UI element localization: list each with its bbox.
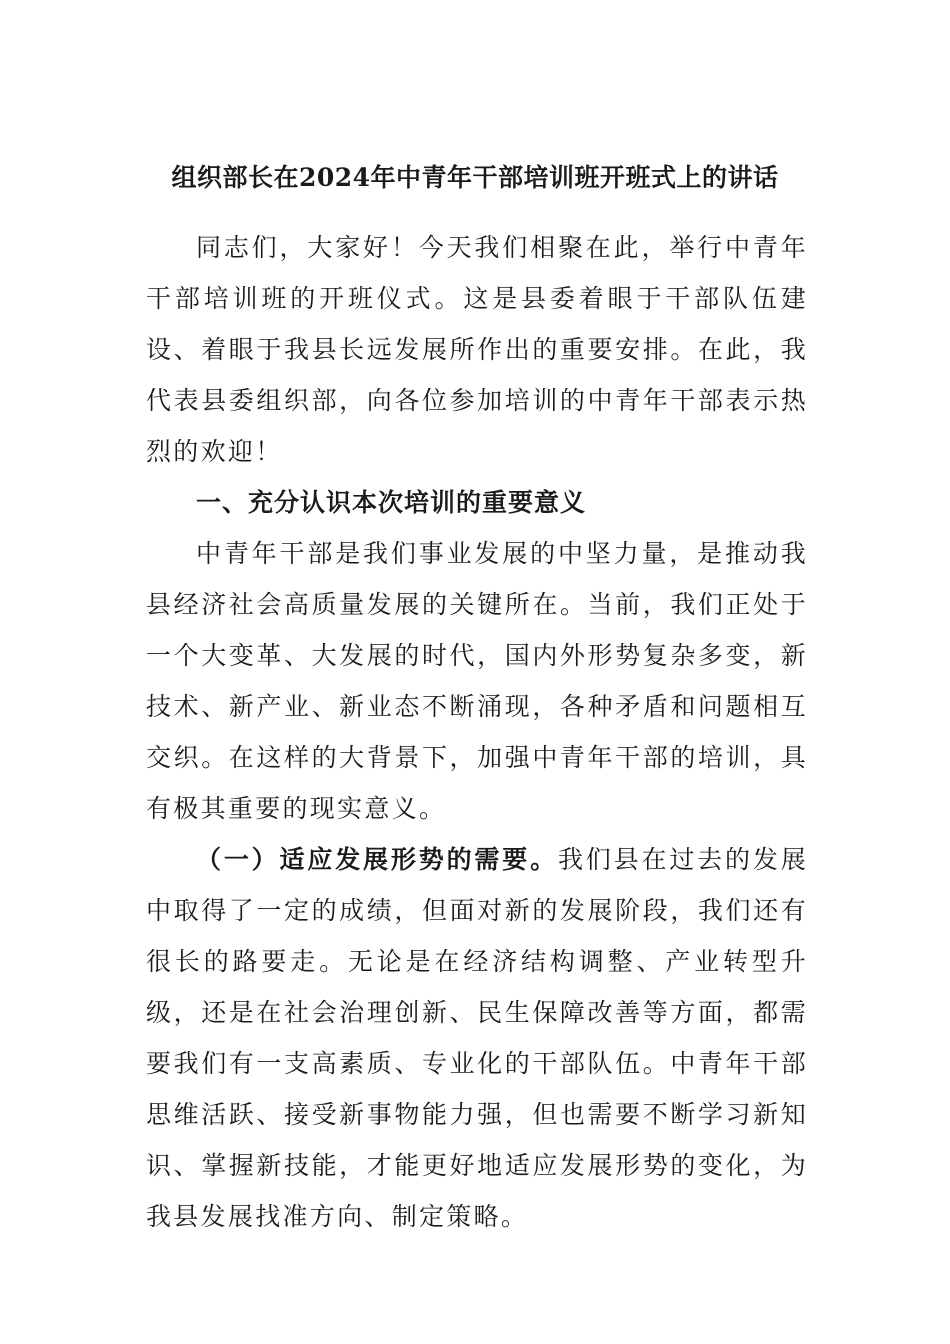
opening-paragraph: 同志们，大家好！今天我们相聚在此，举行中青年干部培训班的开班仪式。这是县委着眼于干部队伍建设、着眼于我县长远发展所作出的重要安排。在此，我代表县委组织部，向各位参加培训的中青年干部表示热烈的欢迎！: [146, 233, 808, 466]
section-heading: 一、充分认识本次培训的重要意义: [196, 488, 587, 517]
document-title: 组织部长在2024年中青年干部培训班开班式上的讲话: [171, 163, 779, 192]
section-intro-paragraph: 中青年干部是我们事业发展的中坚力量，是推动我县经济社会高质量发展的关键所在。当前，我们正处于一个大变革、大发展的时代，国内外形势复杂多变，新技术、新产业、新业态不断涌现，各种矛盾和问题相互交织。在这样的大背景下，加强中青年干部的培训，具有极其重要的现实意义。: [146, 539, 808, 823]
point-paragraph: [146, 834, 808, 1242]
point-lead: （一）适应发展形势的需要。: [196, 845, 558, 874]
point-body: 我们县在过去的发展中取得了一定的成绩，但面对新的发展阶段，我们还有很长的路要走。无论是在经济结构调整、产业转型升级，还是在社会治理创新、民生保障改善等方面，都需要我们有一支高素质、专业化的干部队伍。中青年干部思维活跃、接受新事物能力强，但也需要不断学习新知识、掌握新技能，才能更好地适应发展形势的变化，为我县发展找准方向、制定策略。: [146, 845, 808, 1231]
document-page: [146, 148, 808, 1242]
